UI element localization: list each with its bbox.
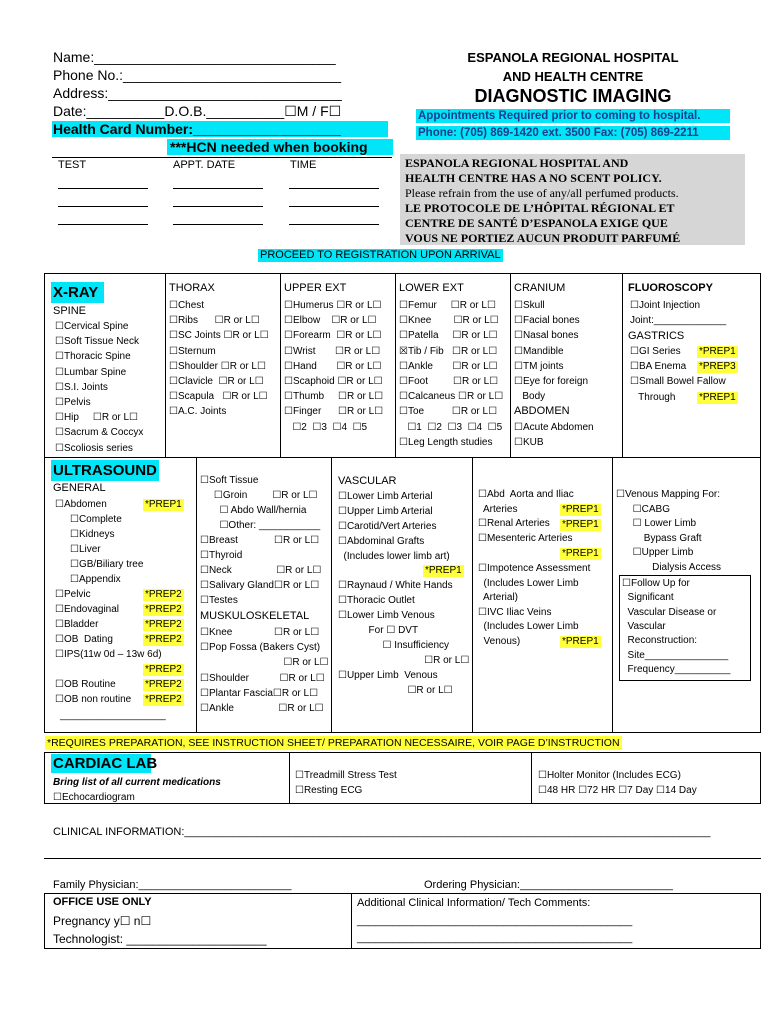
lower-ext-heading: LOWER EXT xyxy=(399,282,464,294)
appointment-note: Appointments Required prior to coming to hospital. xyxy=(416,109,730,123)
technologist-field[interactable]: Technologist: _____________________ xyxy=(53,932,267,946)
us-abdomen[interactable]: ☐Abdomen xyxy=(55,499,107,510)
follow-up-item[interactable]: Frequency__________ xyxy=(622,663,731,675)
fluoroscopy-item[interactable]: ☐Joint Injection xyxy=(630,300,701,311)
abd-aorta-item[interactable]: ☐Mesenteric Arteries xyxy=(478,532,573,544)
soft-tissue-item[interactable]: ☐Neck ☐R or L☐ xyxy=(200,565,322,576)
spine-item[interactable]: ☐Soft Tissue Neck xyxy=(55,336,139,348)
thorax-item[interactable]: ☐Clavicle ☐R or L☐ xyxy=(169,376,264,387)
us-abdomen-prep: *PREP1 xyxy=(145,499,182,510)
holter-option[interactable]: ☐Holter Monitor (Includes ECG) xyxy=(538,770,681,781)
thorax-item[interactable]: ☐Chest xyxy=(169,300,205,311)
thorax-item[interactable]: ☐Sternum xyxy=(169,345,216,357)
upper-ext-item[interactable]: ☐2 ☐3 ☐4 ☐5 xyxy=(284,421,368,433)
thorax-heading: THORAX xyxy=(169,282,215,294)
cardiac-title: CARDIAC LAB xyxy=(53,755,158,772)
spine-item[interactable]: ☐Sacrum & Coccyx xyxy=(55,427,144,439)
phone-field[interactable]: Phone No.:____________________________ xyxy=(53,67,342,83)
vascular-item[interactable]: ☐Raynaud / White Hands xyxy=(338,580,453,591)
hospital-name-line1: ESPANOLA REGIONAL HOSPITAL xyxy=(467,50,679,65)
venous-mapping-item[interactable]: ☐ Lower Limb xyxy=(616,518,697,529)
soft-tissue-item[interactable]: ☐Salivary Gland☐R or L☐ xyxy=(200,580,320,591)
vascular-item[interactable]: For ☐ DVT xyxy=(338,625,419,636)
soft-tissue-item[interactable]: ☐Groin ☐R or L☐ xyxy=(200,490,318,501)
vascular-item[interactable]: ☐Carotid/Vert Arteries xyxy=(338,521,437,532)
thorax-item[interactable]: ☐Ribs ☐R or L☐ xyxy=(169,315,260,327)
upper-ext-item[interactable]: ☐Scaphoid ☐R or L☐ xyxy=(284,376,383,387)
upper-ext-heading: UPPER EXT xyxy=(284,282,347,294)
requires-prep-note: *REQUIRES PREPARATION, SEE INSTRUCTION SHEET/ PREPARATION NECESSAIRE, VOIR PAGE D’INSTRUCTION xyxy=(47,737,620,749)
scent-line5: CENTRE DE SANTÉ D’ESPANOLA EXIGE QUE xyxy=(405,216,668,230)
us-abdomen-item[interactable]: ☐Kidneys xyxy=(70,529,115,540)
follow-up-item[interactable]: Vascular xyxy=(622,620,666,632)
pregnancy-field[interactable]: Pregnancy y☐ n☐ xyxy=(53,914,152,928)
gastrics-prep: *PREP1 xyxy=(699,391,736,403)
us-abdomen-item[interactable]: ☐GB/Biliary tree xyxy=(70,559,144,570)
venous-mapping-item[interactable]: Dialysis Access xyxy=(616,561,722,573)
fluoroscopy-heading: FLUOROSCOPY xyxy=(628,282,713,294)
gastrics-heading: GASTRICS xyxy=(628,330,685,342)
us-general-item[interactable]: ☐Endovaginal xyxy=(55,604,120,615)
thorax-item[interactable]: ☐A.C. Joints xyxy=(169,406,227,418)
vascular-item[interactable]: ☐R or L☐ xyxy=(338,655,470,666)
spine-item[interactable]: ☐Thoracic Spine xyxy=(55,351,131,363)
us-general-item[interactable]: ☐Pelvic xyxy=(55,589,91,600)
follow-up-item[interactable]: Vascular Disease or xyxy=(622,606,717,618)
soft-tissue-item[interactable]: ☐Soft Tissue xyxy=(200,475,259,486)
gastrics-item[interactable]: ☐Small Bowel Fallow xyxy=(630,376,726,388)
upper-ext-item[interactable]: ☐Hand ☐R or L☐ xyxy=(284,360,382,372)
gastrics-item[interactable]: ☐BA Enema xyxy=(630,361,687,373)
gastrics-prep: *PREP1 xyxy=(699,346,736,357)
upper-ext-item[interactable]: ☐Thumb ☐R or L☐ xyxy=(284,391,384,403)
date-dob-sex-field[interactable]: Date:__________D.O.B.__________☐M / F☐ xyxy=(53,103,342,119)
vascular-item[interactable]: ☐Abdominal Grafts xyxy=(338,536,425,547)
vascular-item[interactable]: ☐R or L☐ xyxy=(338,685,453,696)
echocardiogram-option[interactable]: ☐Echocardiogram xyxy=(53,792,135,803)
abd-aorta-item[interactable]: Arteries xyxy=(478,503,518,515)
scent-line3: Please refrain from the use of any/all perfumed products. xyxy=(405,186,679,200)
gastrics-item[interactable]: ☐GI Series xyxy=(630,346,681,357)
follow-up-item[interactable]: Significant xyxy=(622,592,674,604)
vascular-item[interactable]: ☐Upper Limb Venous xyxy=(338,670,438,681)
contact-info: Phone: (705) 869-1420 ext. 3500 Fax: (705) 869-2211 xyxy=(416,126,730,140)
follow-up-item[interactable]: ☐Follow Up for xyxy=(622,578,690,589)
follow-up-item[interactable]: Site_______________ xyxy=(622,649,729,661)
spine-item[interactable]: ☐Lumbar Spine xyxy=(55,366,127,378)
bring-medications-note: Bring list of all current medications xyxy=(53,777,221,788)
vascular-item[interactable]: ☐Lower Limb Arterial xyxy=(338,491,433,502)
follow-up-item[interactable]: Reconstruction: xyxy=(622,635,698,647)
cranium-item[interactable]: ☐Skull xyxy=(514,300,545,311)
us-abdomen-item[interactable]: ☐Complete xyxy=(70,514,122,525)
us-abdomen-item[interactable]: ☐Appendix xyxy=(70,574,121,585)
abd-aorta-prep: *PREP1 xyxy=(562,504,599,515)
us-general-prep: *PREP2 xyxy=(145,634,182,645)
cranium-item[interactable]: ☐TM joints xyxy=(514,360,564,372)
venous-mapping-item[interactable]: ☐Upper Limb xyxy=(616,547,694,558)
spine-item[interactable]: ☐Cervical Spine xyxy=(55,321,129,332)
us-general-item[interactable]: ☐OB Dating xyxy=(55,634,113,645)
xray-abdomen-item[interactable]: ☐Acute Abdomen xyxy=(514,422,594,433)
vascular-heading: VASCULAR xyxy=(338,475,397,487)
scent-line6: VOUS NE PORTIEZ AUCUN PRODUIT PARFUMÉ xyxy=(405,231,681,245)
impotence-item[interactable]: Venous) xyxy=(478,635,521,647)
impotence-prep: *PREP1 xyxy=(562,636,599,647)
gastrics-item[interactable]: Through xyxy=(630,391,676,403)
us-ob-item[interactable]: ☐OB non routine xyxy=(55,694,132,705)
xray-abdomen-item[interactable]: ☐KUB xyxy=(514,437,544,449)
impotence-item[interactable]: (Includes Lower Limb xyxy=(478,577,579,589)
xray-title: X-RAY xyxy=(51,282,104,303)
lower-ext-item[interactable]: ☐Femur ☐R or L☐ xyxy=(399,300,496,311)
vascular-item[interactable]: (Includes lower limb art) xyxy=(338,551,450,562)
venous-mapping-item[interactable]: Bypass Graft xyxy=(616,532,702,544)
upper-ext-item[interactable]: ☐Humerus ☐R or L☐ xyxy=(284,300,382,311)
us-ob-prep: *PREP2 xyxy=(145,694,182,705)
office-use-title: OFFICE USE ONLY xyxy=(53,896,152,908)
scent-line2: HEALTH CENTRE HAS A NO SCENT POLICY. xyxy=(405,171,662,185)
impotence-item[interactable]: ☐Impotence Assessment xyxy=(478,563,591,574)
us-ob-prep: *PREP2 xyxy=(145,679,182,690)
impotence-item[interactable]: Arterial) xyxy=(478,592,519,603)
us-general-prep: *PREP2 xyxy=(145,589,182,600)
abd-aorta-item[interactable]: ☐Renal Arteries xyxy=(478,518,550,529)
abdomen-heading: ABDOMEN xyxy=(514,405,570,417)
spine-item[interactable]: ☐S.I. Joints xyxy=(55,381,108,393)
msk-item[interactable]: ☐Pop Fossa (Bakers Cyst) xyxy=(200,642,321,654)
soft-tissue-item[interactable]: ☐Testes xyxy=(200,595,238,606)
upper-ext-item[interactable]: ☐Elbow ☐R or L☐ xyxy=(284,315,377,327)
treadmill-option[interactable]: ☐Treadmill Stress Test xyxy=(295,770,397,781)
impotence-item[interactable]: ☐IVC Iliac Veins xyxy=(478,606,552,618)
upper-ext-item[interactable]: ☐Forearm ☐R or L☐ xyxy=(284,330,382,342)
us-ips-prep: *PREP2 xyxy=(145,664,182,675)
lower-ext-item[interactable]: ☐Knee ☐R or L☐ xyxy=(399,315,499,327)
msk-item[interactable]: ☐Shoulder ☐R or L☐ xyxy=(200,672,325,684)
soft-tissue-item[interactable]: ☐Other: ___________ xyxy=(200,520,321,531)
general-heading: GENERAL xyxy=(53,482,106,494)
holter-durations[interactable]: ☐48 HR ☐72 HR ☐7 Day ☐14 Day xyxy=(538,785,697,796)
lower-ext-item[interactable]: ☐Ankle ☐R or L☐ xyxy=(399,360,498,372)
resting-ecg-option[interactable]: ☐Resting ECG xyxy=(295,785,363,796)
clinical-information-field[interactable]: CLINICAL INFORMATION:______________________________________________________________________________________ xyxy=(53,826,711,838)
msk-item[interactable]: ☐Ankle ☐R or L☐ xyxy=(200,703,324,714)
lower-ext-item[interactable]: ☐Calcaneus ☐R or L☐ xyxy=(399,391,504,403)
us-general-item[interactable]: ☐Bladder xyxy=(55,619,99,630)
vascular-item[interactable]: ☐ Insufficiency xyxy=(338,640,450,651)
cranium-item[interactable]: ☐Facial bones xyxy=(514,315,580,327)
us-ips[interactable]: ☐IPS(11w 0d – 13w 6d) xyxy=(55,649,162,660)
spine-heading: SPINE xyxy=(53,305,87,317)
spine-item[interactable]: ☐Scoliosis series xyxy=(55,442,133,454)
lower-ext-item[interactable]: ☐Patella ☐R or L☐ xyxy=(399,330,498,342)
vascular-prep: *PREP1 xyxy=(425,565,462,576)
thorax-item[interactable]: ☐Shoulder ☐R or L☐ xyxy=(169,360,266,372)
us-general-prep: *PREP2 xyxy=(145,619,182,630)
soft-tissue-item[interactable]: ☐ Abdo Wall/hernia xyxy=(200,505,307,516)
soft-tissue-item[interactable]: ☐Breast ☐R or L☐ xyxy=(200,535,320,546)
us-ob-item[interactable]: ☐OB Routine xyxy=(55,679,116,690)
lower-ext-item[interactable]: ☒Tib / Fib ☐R or L☐ xyxy=(399,345,498,357)
department-title: DIAGNOSTIC IMAGING xyxy=(474,86,672,106)
name-field[interactable]: Name:_______________________________ xyxy=(53,49,336,65)
fluoroscopy-item[interactable]: Joint:_____________ xyxy=(630,315,727,327)
spine-item[interactable]: ☐Pelvis xyxy=(55,397,91,408)
us-general-prep: *PREP2 xyxy=(145,604,182,615)
cranium-item[interactable]: ☐Mandible xyxy=(514,345,564,357)
venous-mapping-item[interactable]: ☐Venous Mapping For: xyxy=(616,489,721,500)
lower-ext-item[interactable]: ☐Toe ☐R or L☐ xyxy=(399,406,498,418)
lower-ext-item[interactable]: ☐Leg Length studies xyxy=(399,436,493,448)
health-card-field[interactable]: Health Card Number:___________________ xyxy=(52,121,388,137)
scent-line4: LE PROTOCOLE DE L’HÔPITAL RÉGIONAL ET xyxy=(405,201,675,215)
vascular-item[interactable]: ☐Upper Limb Arterial xyxy=(338,506,433,517)
impotence-item[interactable]: (Includes Lower Limb xyxy=(478,621,579,632)
abd-aorta-prep: *PREP1 xyxy=(562,519,599,530)
comments-line2[interactable]: _____________________________________________ xyxy=(357,932,633,944)
address-field[interactable]: Address:______________________________ xyxy=(53,85,342,101)
venous-mapping-item[interactable]: ☐CABG xyxy=(616,503,670,515)
cranium-item[interactable]: ☐Eye for foreign xyxy=(514,376,588,387)
cranium-item[interactable]: ☐Nasal bones xyxy=(514,330,579,342)
thorax-item[interactable]: ☐Scapula ☐R or L☐ xyxy=(169,391,268,403)
comments-line1[interactable]: _____________________________________________ xyxy=(357,915,633,927)
us-other-blank[interactable]: ___________________ xyxy=(60,710,166,721)
msk-item[interactable]: ☐R or L☐ xyxy=(200,657,329,669)
abd-aorta-item[interactable]: ☐Abd Aorta and Iliac xyxy=(478,489,574,500)
spine-item[interactable]: ☐Hip ☐R or L☐ xyxy=(55,412,139,424)
proceed-note: PROCEED TO REGISTRATION UPON ARRIVAL xyxy=(260,249,501,261)
msk-heading: MUSKULOSKELETAL xyxy=(200,610,310,622)
us-abdomen-item[interactable]: ☐Liver xyxy=(70,544,101,555)
comments-label: Additional Clinical Information/ Tech Comments: xyxy=(357,897,591,909)
gastrics-prep: *PREP3 xyxy=(699,361,736,373)
col-appt-date: APPT. DATE xyxy=(173,159,236,171)
soft-tissue-item[interactable]: ☐Thyroid xyxy=(200,550,243,561)
cranium-heading: CRANIUM xyxy=(514,282,566,294)
msk-item[interactable]: ☐Knee ☐R or L☐ xyxy=(200,627,320,638)
thorax-item[interactable]: ☐SC Joints ☐R or L☐ xyxy=(169,330,269,342)
family-physician-field[interactable]: Family Physician:_________________________ xyxy=(53,879,292,891)
vascular-item[interactable]: ☐Lower Limb Venous xyxy=(338,610,435,621)
col-test: TEST xyxy=(58,159,87,171)
vascular-item[interactable]: ☐Thoracic Outlet xyxy=(338,595,415,606)
ultrasound-title: ULTRASOUND xyxy=(51,460,159,481)
hospital-name-line2: AND HEALTH CENTRE xyxy=(502,69,644,84)
cranium-item[interactable]: Body xyxy=(514,391,546,403)
upper-ext-item[interactable]: ☐Wrist ☐R or L☐ xyxy=(284,345,381,357)
abd-aorta-prep: *PREP1 xyxy=(562,548,599,559)
upper-ext-item[interactable]: ☐Finger ☐R or L☐ xyxy=(284,406,384,418)
hcn-note: ***HCN needed when booking xyxy=(167,139,393,155)
scent-line1: ESPANOLA REGIONAL HOSPITAL AND xyxy=(405,156,629,170)
ordering-physician-field[interactable]: Ordering Physician:_________________________ xyxy=(424,879,673,891)
lower-ext-item[interactable]: ☐Foot ☐R or L☐ xyxy=(399,376,499,387)
col-time: TIME xyxy=(290,159,317,171)
lower-ext-item[interactable]: ☐1 ☐2 ☐3 ☐4 ☐5 xyxy=(399,421,503,433)
msk-item[interactable]: ☐Plantar Fascia☐R or L☐ xyxy=(200,687,319,699)
